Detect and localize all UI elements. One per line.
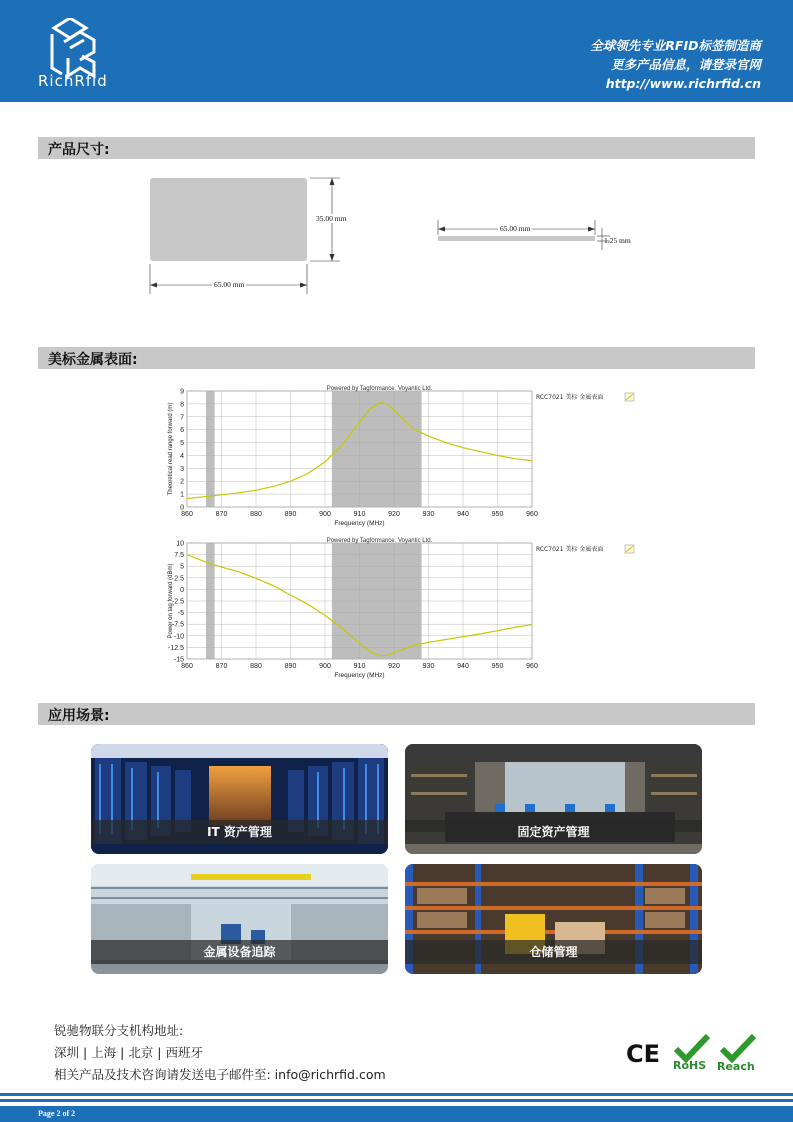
- scene-warehouse: [405, 864, 702, 974]
- data-point: [394, 410, 395, 411]
- x-tick-label: 890: [284, 511, 297, 518]
- x-tick-label: 880: [250, 663, 262, 670]
- chart-title: Powered by Tagformance. Voyantic Ltd.: [326, 538, 433, 544]
- data-point: [221, 494, 222, 495]
- section-title-scenes: 应用场景:: [48, 708, 110, 724]
- data-point: [256, 490, 257, 491]
- data-point: [187, 498, 188, 499]
- rohs-label: RoHS: [673, 1059, 707, 1072]
- y-tick-label: 5: [180, 440, 184, 448]
- contact-email[interactable]: 相关产品及技术咨询请发送电子邮件至: info@richrfid.com: [54, 1067, 386, 1082]
- dim-side-width-label: 65.00 mm: [500, 224, 531, 233]
- branch-cities: 深圳 | 上海 | 北京 | 西班牙: [54, 1045, 203, 1060]
- y-tick-label: -12.5: [168, 644, 184, 652]
- data-point: [380, 655, 381, 656]
- data-point: [325, 461, 326, 462]
- data-point: [290, 595, 291, 596]
- x-tick-label: 870: [215, 511, 228, 518]
- data-point: [480, 634, 481, 635]
- data-point: [187, 554, 188, 555]
- data-point: [404, 420, 405, 421]
- section-bar-metal: [38, 347, 755, 369]
- scene-caption-warehouse: 仓储管理: [405, 940, 702, 964]
- data-point: [532, 460, 533, 461]
- data-point: [445, 442, 446, 443]
- reach-label: Reach: [717, 1060, 755, 1073]
- scene-it-asset: [91, 744, 388, 854]
- y-tick-label: 9: [180, 388, 184, 396]
- y-tick-label: 2.5: [174, 575, 184, 583]
- scene-metal-equipment: [91, 864, 388, 974]
- read-range-chart: [150, 383, 650, 533]
- y-tick-label: -15: [173, 656, 184, 664]
- dim-width-label: 65.00 mm: [214, 280, 245, 289]
- data-point: [514, 458, 515, 459]
- tag-side-view: [438, 236, 595, 241]
- y-tick-label: 0: [180, 586, 184, 594]
- data-point: [359, 422, 360, 423]
- data-point: [428, 436, 429, 437]
- x-tick-label: 930: [422, 663, 435, 670]
- data-point: [290, 481, 291, 482]
- slogan-line-2: 更多产品信息，请登录官网: [610, 57, 761, 72]
- data-point: [532, 624, 533, 625]
- data-point: [307, 604, 308, 605]
- y-tick-label: 5: [180, 563, 184, 571]
- dim-thickness-label: 1.25 mm: [604, 236, 631, 245]
- data-point: [463, 636, 464, 637]
- data-point: [369, 409, 370, 410]
- data-point: [342, 628, 343, 629]
- y-tick-label: -2.5: [171, 598, 184, 606]
- data-point: [414, 429, 415, 430]
- data-point: [387, 655, 388, 656]
- y-tick-label: -7.5: [171, 621, 184, 629]
- data-point: [256, 578, 257, 579]
- y-tick-label: 10: [176, 540, 184, 548]
- x-tick-label: 920: [388, 663, 400, 670]
- x-tick-label: 910: [353, 663, 366, 670]
- y-tick-label: 7: [180, 414, 184, 422]
- y-tick-label: 2: [180, 478, 184, 486]
- y-tick-label: -10: [173, 633, 184, 641]
- section-title-size: 产品尺寸:: [48, 142, 110, 158]
- data-point: [497, 455, 498, 456]
- dim-height-label: 35.00 mm: [316, 214, 347, 223]
- x-axis-label: Frequency (MHz): [334, 672, 385, 679]
- y-tick-label: 4: [180, 452, 184, 460]
- data-point: [221, 567, 222, 568]
- data-point: [238, 571, 239, 572]
- data-point: [342, 445, 343, 446]
- x-tick-label: 940: [457, 511, 469, 518]
- x-tick-label: 870: [215, 663, 228, 670]
- data-point: [307, 473, 308, 474]
- section-title-metal: 美标金属表面:: [48, 352, 138, 368]
- data-point: [359, 643, 360, 644]
- branch-address-title: 锐驰物联分支机构地址:: [54, 1023, 184, 1038]
- slogan-line-1: 全球领先专业RFID标签制造商: [590, 38, 761, 53]
- scene-caption-it: IT 资产管理: [91, 820, 388, 844]
- data-point: [273, 486, 274, 487]
- scene-caption-fixed: 固定资产管理: [405, 820, 702, 844]
- x-tick-label: 950: [491, 511, 504, 518]
- x-tick-label: 900: [319, 511, 331, 518]
- x-tick-label: 960: [526, 663, 538, 670]
- ce-mark: CE: [626, 1040, 661, 1068]
- x-tick-label: 900: [319, 663, 331, 670]
- shaded-band-1: [332, 391, 422, 507]
- y-tick-label: 6: [180, 427, 184, 435]
- data-point: [394, 652, 395, 653]
- section-bar-size: [38, 137, 755, 159]
- y-axis-label: Theoretical read range forward (m): [168, 402, 174, 496]
- y-tick-label: 8: [180, 401, 184, 409]
- data-point: [463, 447, 464, 448]
- data-point: [414, 645, 415, 646]
- reach-check-icon: [718, 1033, 758, 1063]
- x-tick-label: 880: [250, 511, 262, 518]
- x-tick-label: 950: [491, 663, 504, 670]
- data-point: [380, 402, 381, 403]
- page-number: Page 2 of 2: [38, 1109, 76, 1118]
- footer-stripe: [0, 1093, 793, 1096]
- x-tick-label: 920: [388, 511, 400, 518]
- y-axis-label: Power on tag forward (dBm): [168, 563, 174, 639]
- legend-label: RCC7021 美标 金属表面: [536, 546, 604, 553]
- website-link[interactable]: http://www.richrfid.cn: [605, 76, 761, 91]
- x-tick-label: 890: [284, 663, 297, 670]
- data-point: [480, 451, 481, 452]
- header-slogan: [590, 36, 761, 93]
- data-point: [369, 651, 370, 652]
- y-tick-label: -5: [177, 610, 184, 618]
- y-tick-label: 3: [180, 465, 184, 473]
- x-tick-label: 860: [181, 663, 193, 670]
- data-point: [497, 630, 498, 631]
- x-tick-label: 930: [422, 511, 435, 518]
- y-tick-label: 0: [180, 504, 184, 512]
- tag-front-view: [150, 178, 307, 261]
- x-tick-label: 960: [526, 511, 538, 518]
- data-point: [325, 615, 326, 616]
- data-point: [428, 642, 429, 643]
- x-tick-label: 910: [353, 511, 366, 518]
- chart-title: Powered by Tagformance. Voyantic Ltd.: [326, 386, 433, 392]
- legend-label: RCC7021 美标 金属表面: [536, 394, 604, 401]
- x-axis-label: Frequency (MHz): [334, 520, 385, 527]
- scene-caption-metal: 金属设备追踪: [91, 940, 388, 964]
- data-point: [204, 496, 205, 497]
- data-point: [445, 639, 446, 640]
- power-on-tag-chart: [150, 535, 650, 685]
- data-point: [387, 403, 388, 404]
- data-point: [404, 648, 405, 649]
- data-point: [273, 585, 274, 586]
- y-tick-label: 1: [180, 491, 184, 499]
- data-point: [204, 561, 205, 562]
- shaded-band-0: [206, 391, 215, 507]
- data-point: [514, 627, 515, 628]
- x-tick-label: 940: [457, 663, 469, 670]
- y-tick-label: 7.5: [174, 552, 184, 560]
- dimension-drawing: [140, 168, 660, 298]
- data-point: [238, 492, 239, 493]
- footer-bar: [0, 1106, 793, 1122]
- page-header: [0, 0, 793, 102]
- footer-stripe: [0, 1099, 793, 1102]
- section-bar-scenes: [38, 703, 755, 725]
- logo-wordmark: RichRfid: [38, 72, 108, 90]
- x-tick-label: 860: [181, 511, 193, 518]
- scene-fixed-asset: [405, 744, 702, 854]
